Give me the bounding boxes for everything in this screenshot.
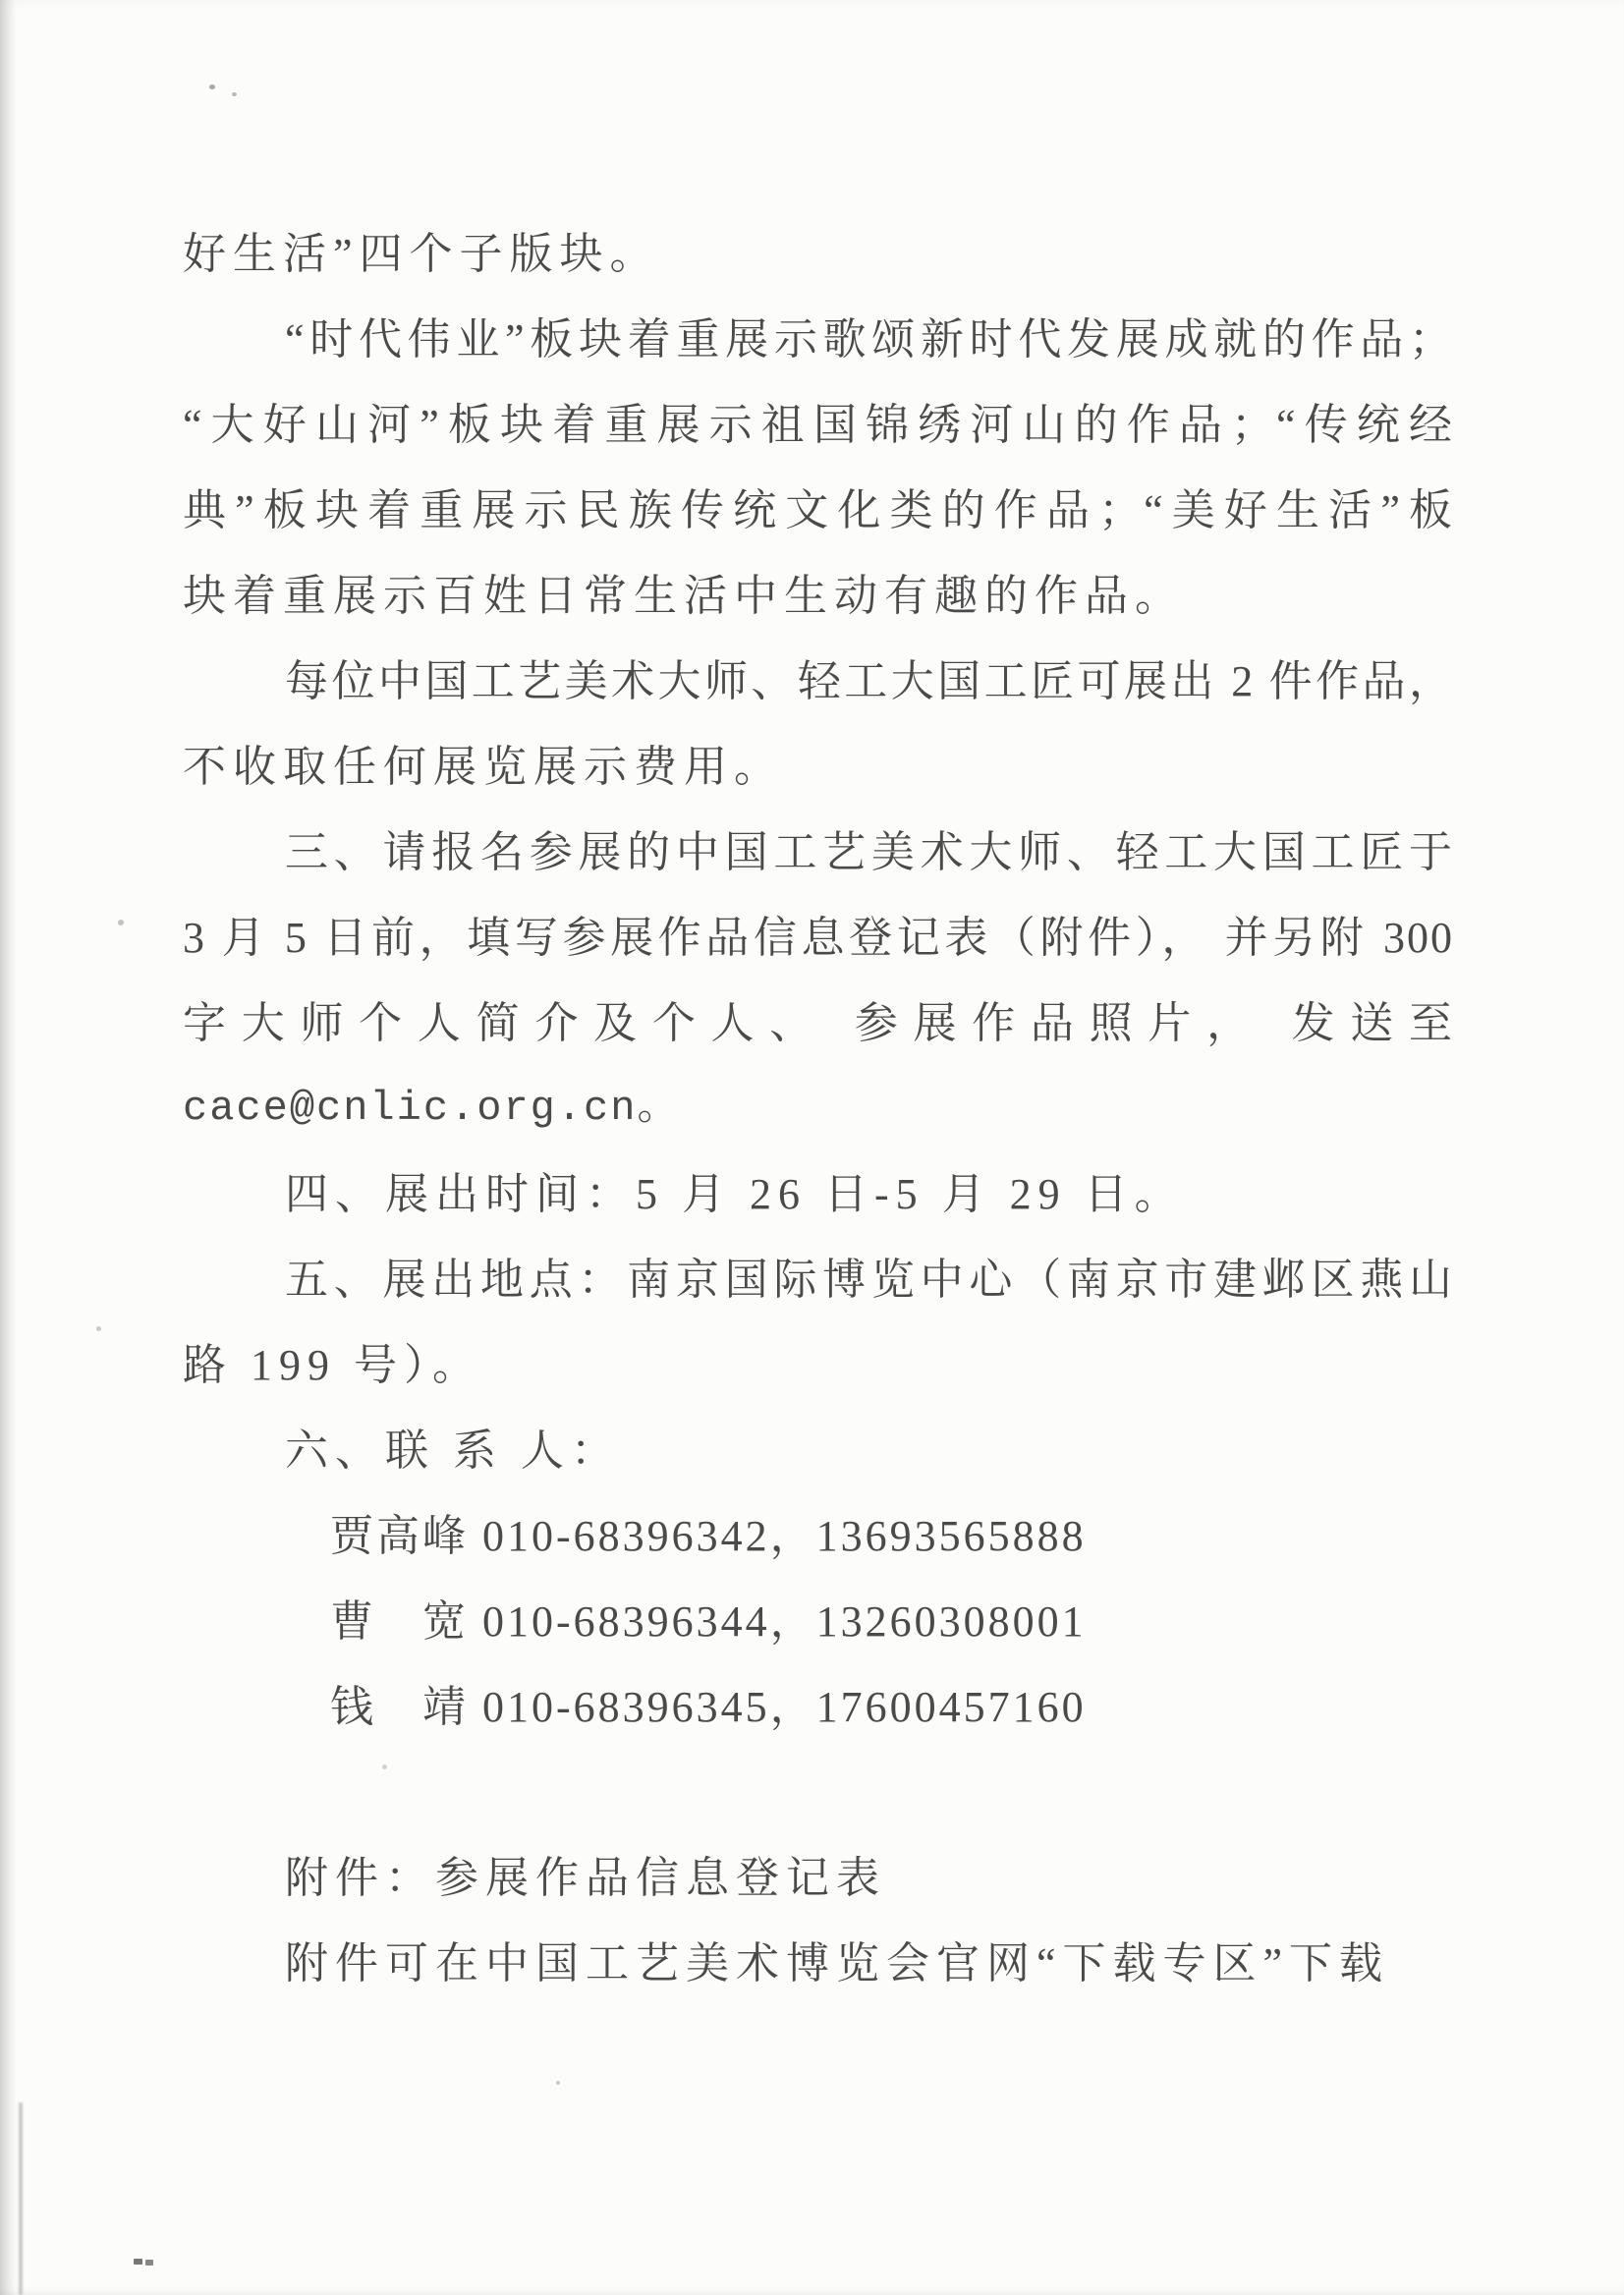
scan-speck (145, 2260, 153, 2266)
text-line: 三、请报名参展的中国工艺美术大师、轻工大国工匠于 (285, 828, 1454, 876)
text-line: 路 199 号）。 (183, 1341, 482, 1389)
scan-speck (118, 920, 124, 925)
scan-speck (382, 1764, 387, 1769)
text-line: 五、展出地点：南京国际博览中心（南京市建邺区燕山 (285, 1256, 1454, 1304)
scan-speck (556, 2081, 560, 2085)
text-line: 附件可在中国工艺美术博览会官网“下载专区”下载 (285, 1939, 1390, 1987)
text-line: 每位中国工艺美术大师、轻工大国工匠可展出 2 件作品， (285, 657, 1454, 705)
text-line: cace@cnlic.org.cn。 (183, 1085, 681, 1132)
blank-line (183, 1750, 1454, 1835)
text-line: 字大师个人简介及个人、 参展作品照片， 发送至 (183, 999, 1454, 1047)
scan-speck (96, 1326, 101, 1331)
text-line: 3 月 5 日前，填写参展作品信息登记表（附件）， 并另附 300 (183, 914, 1454, 962)
text-line: 附件：参展作品信息登记表 (285, 1854, 886, 1902)
scan-speck (134, 2259, 142, 2265)
text-line: “大好山河”板块着重展示祖国锦绣河山的作品；“传统经 (183, 401, 1454, 449)
text-line: 六、联 系 人： (285, 1427, 621, 1475)
scan-speck (232, 92, 237, 96)
text-line: 四、展出时间：5 月 26 日-5 月 29 日。 (285, 1170, 1185, 1218)
text-line: 贾高峰 010-68396342，13693565888 (330, 1512, 1087, 1560)
scan-edge-shadow (0, 0, 16, 2295)
text-line: 好生活”四个子版块。 (183, 230, 660, 278)
scan-speck (209, 84, 215, 89)
text-line: 钱 靖 010-68396345，17600457160 (330, 1683, 1087, 1731)
text-line: 典”板块着重展示民族传统文化类的作品；“美好生活”板 (183, 486, 1454, 534)
text-line: 曹 宽 010-68396344，13260308001 (330, 1597, 1087, 1646)
scan-edge-line (19, 2102, 23, 2295)
text-line: “时代伟业”板块着重展示歌颂新时代发展成就的作品； (285, 315, 1454, 364)
text-line: 块着重展示百姓日常生活中生动有趣的作品。 (183, 572, 1185, 620)
text-line: 不收取任何展览展示费用。 (183, 743, 784, 791)
document-body (183, 211, 1454, 2006)
